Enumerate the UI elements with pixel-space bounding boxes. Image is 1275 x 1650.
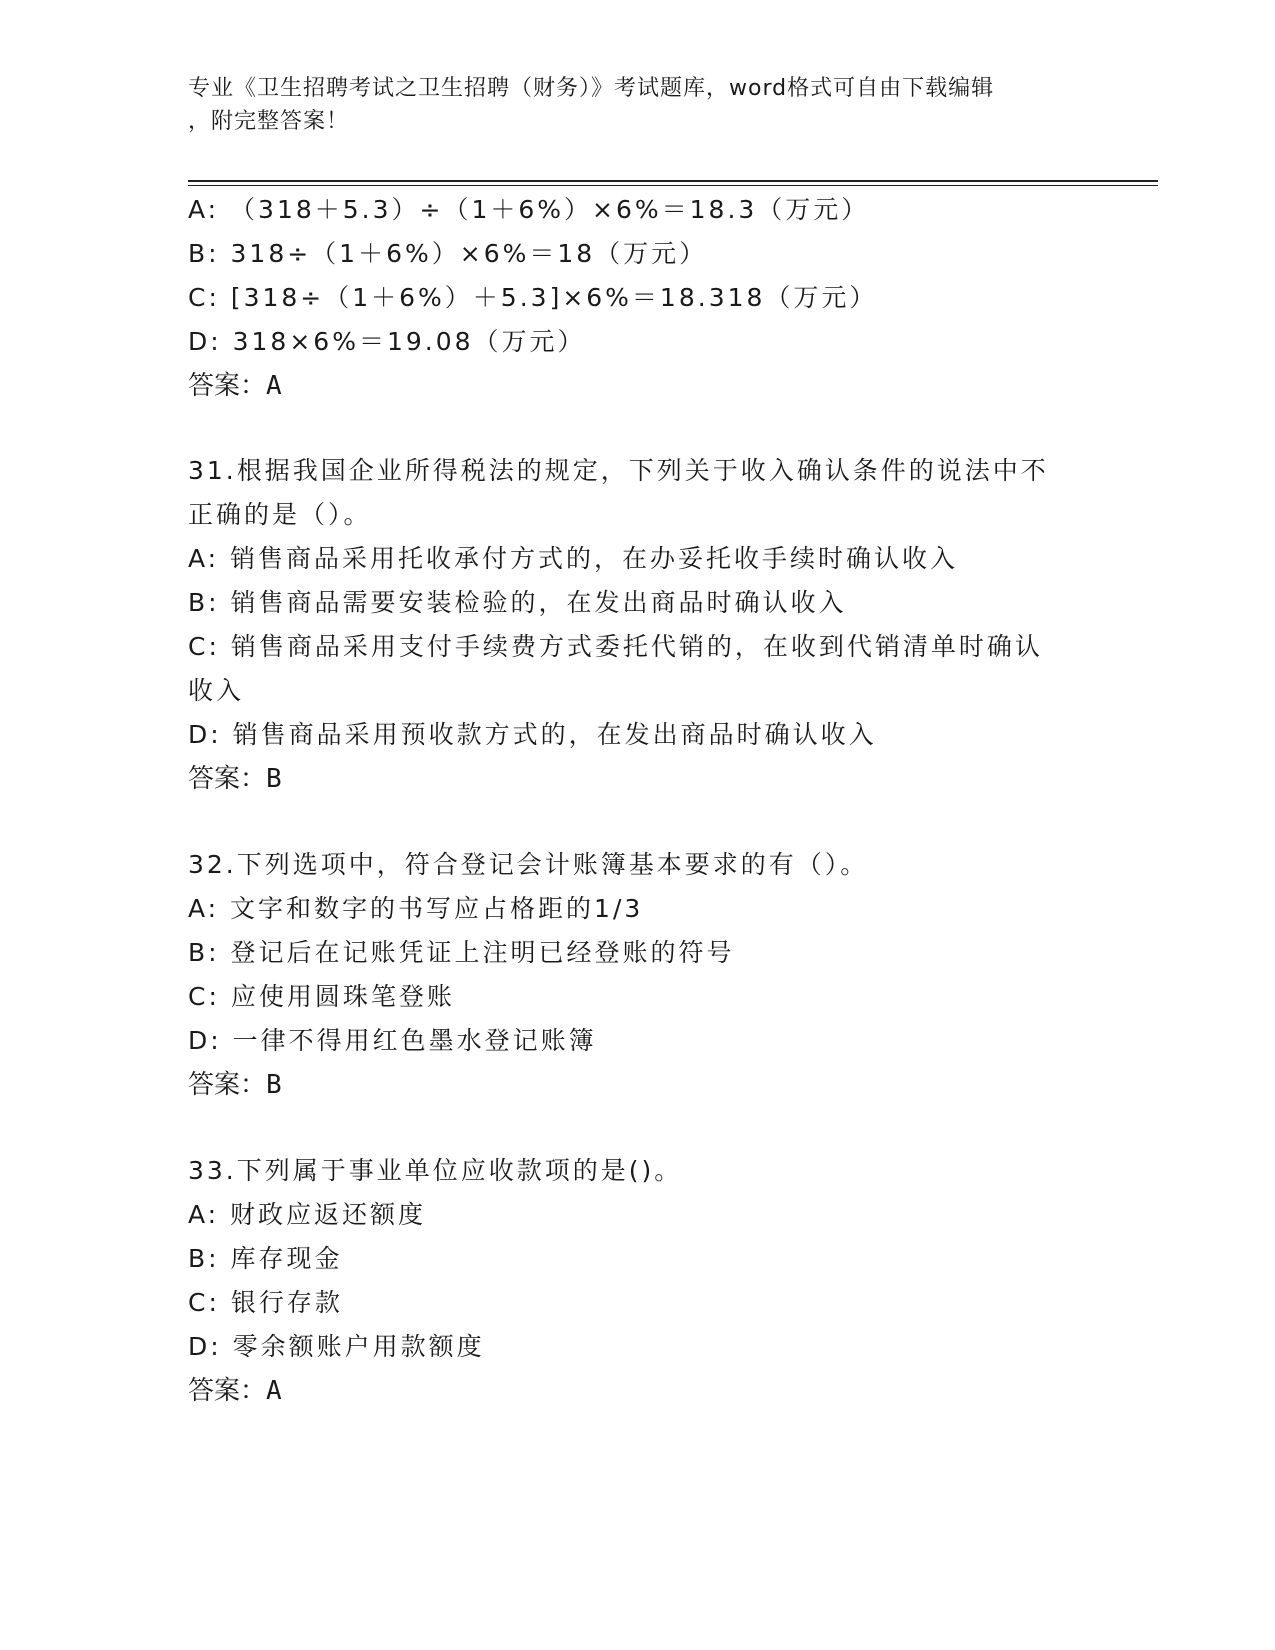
answer-value: B [266, 764, 282, 794]
q30-option-d: D: 318×6%＝19.08（万元） [188, 327, 586, 356]
q33-stem: 33.下列属于事业单位应收款项的是()。 [188, 1156, 683, 1185]
answer-value: B [266, 1070, 282, 1100]
answer-value: A [266, 371, 282, 401]
q30-option-b: B: 318÷（1＋6%）×6%＝18（万元） [188, 239, 708, 268]
q31-option-c-continued: 收入 [188, 676, 245, 705]
q32-option-a: A: 文字和数字的书写应占格距的1/3 [188, 894, 644, 923]
answer-label: 答案： [188, 1376, 267, 1406]
answer-label: 答案： [188, 371, 267, 401]
answer-value: A [266, 1376, 282, 1406]
q30-option-a: A: （318＋5.3）÷（1＋6%）×6%＝18.3（万元） [188, 195, 870, 224]
header-line-2: ，附完整答案！ [188, 109, 350, 134]
document-header [188, 72, 1088, 138]
header-divider-thin [188, 185, 1158, 186]
q32-option-c: C: 应使用圆珠笔登账 [188, 982, 455, 1011]
q30-answer [188, 369, 282, 403]
q32-answer [188, 1068, 282, 1102]
q31-option-a: A: 销售商品采用托收承付方式的，在办妥托收手续时确认收入 [188, 544, 959, 573]
q31-option-c: C: 销售商品采用支付手续费方式委托代销的，在收到代销清单时确认 [188, 632, 1043, 661]
header-line-1: 专业《卫生招聘考试之卫生招聘（财务）》考试题库，word格式可自由下载编辑 [188, 76, 995, 101]
q33-option-c: C: 银行存款 [188, 1288, 343, 1317]
q32-option-d: D: 一律不得用红色墨水登记账簿 [188, 1026, 597, 1055]
q31-answer [188, 762, 282, 796]
q30-option-c: C: [318÷（1＋6%）＋5.3]×6%＝18.318（万元） [188, 283, 878, 312]
header-divider-thick [188, 180, 1158, 182]
q33-option-a: A: 财政应返还额度 [188, 1200, 427, 1229]
q33-answer [188, 1374, 282, 1408]
q32-option-b: B: 登记后在记账凭证上注明已经登账的符号 [188, 938, 735, 967]
answer-label: 答案： [188, 764, 267, 794]
q33-option-b: B: 库存现金 [188, 1244, 343, 1273]
answer-label: 答案： [188, 1070, 267, 1100]
q33-option-d: D: 零余额账户用款额度 [188, 1332, 485, 1361]
q31-stem-line-2: 正确的是（）。 [188, 500, 372, 529]
q31-option-b: B: 销售商品需要安装检验的，在发出商品时确认收入 [188, 588, 847, 617]
q31-option-d: D: 销售商品采用预收款方式的，在发出商品时确认收入 [188, 720, 877, 749]
q32-stem: 32.下列选项中，符合登记会计账簿基本要求的有（）。 [188, 850, 869, 879]
q31-stem-line-1: 31.根据我国企业所得税法的规定，下列关于收入确认条件的说法中不 [188, 456, 1049, 485]
